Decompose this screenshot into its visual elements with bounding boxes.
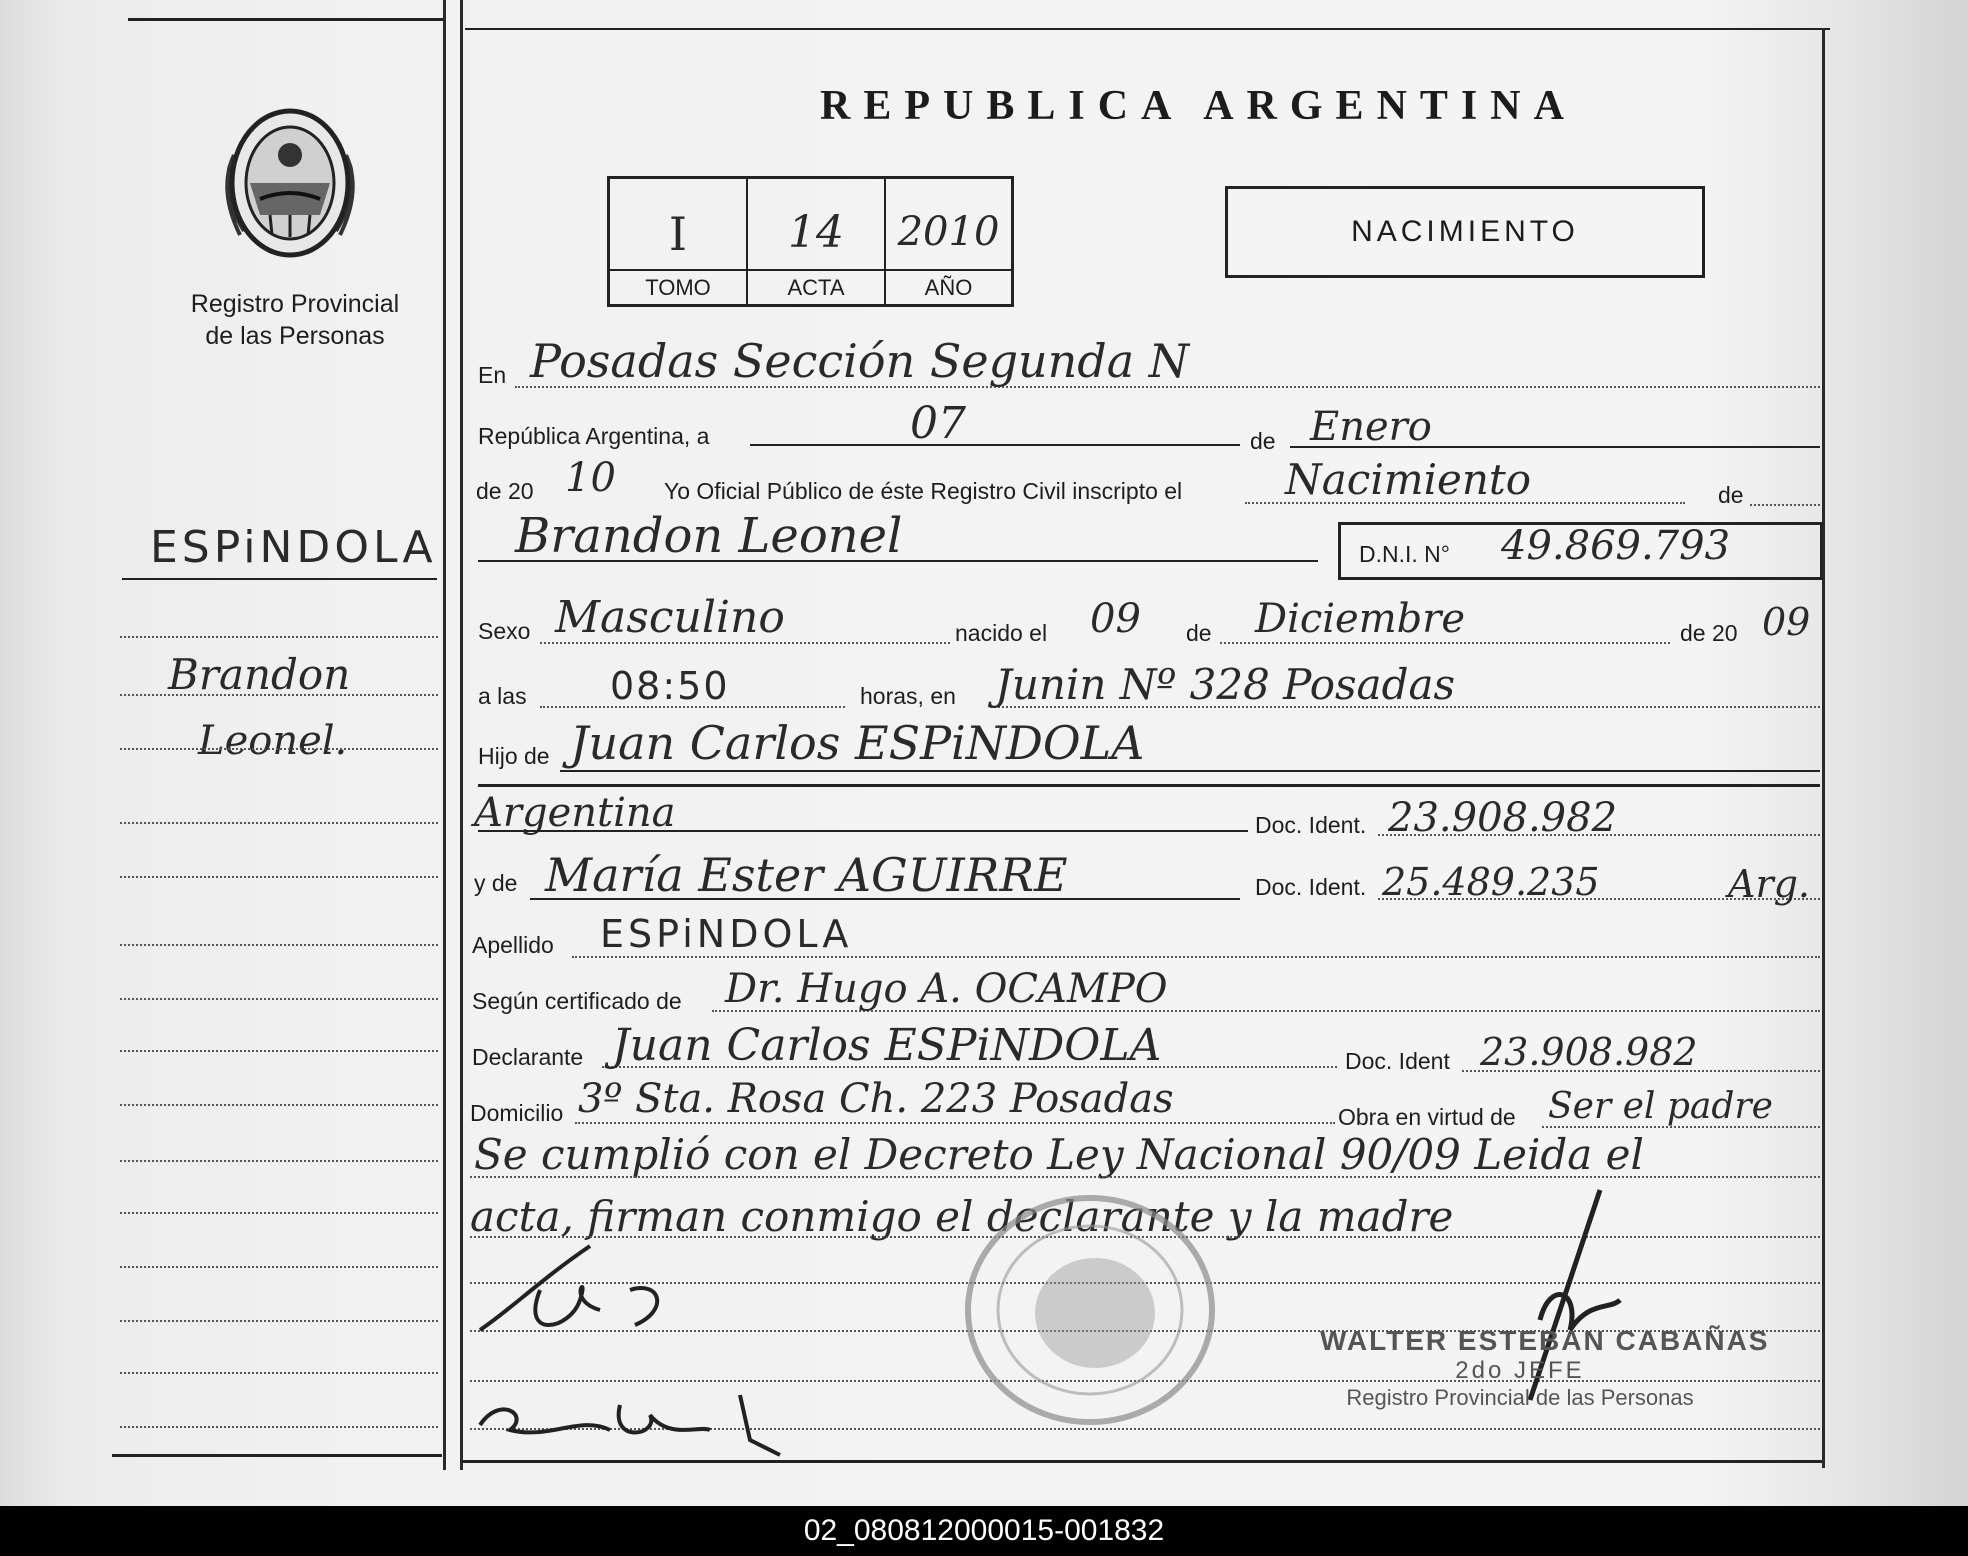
label-doc-ident-1: Doc. Ident. [1255,812,1367,838]
official-name: WALTER ESTEBAN CABAÑAS [1320,1325,1770,1356]
label-declarante: Declarante [472,1044,584,1070]
mother-doc-value: 25.489.235 [1382,860,1600,904]
line-address [575,1122,1335,1124]
margin-line [120,944,438,946]
provincia-misiones-seal-icon [200,95,380,265]
record-reference-box [607,176,1014,307]
line-de-2 [1750,504,1820,506]
line-father [560,770,1820,772]
declarant-doc-value: 23.908.982 [1480,1030,1698,1074]
father-value: Juan Carlos ESPiNDOLA [570,716,1145,770]
birth-month-value: Diciembre [1255,596,1466,642]
margin-line [120,998,438,1000]
mother-nationality-value: Arg. [1728,862,1811,906]
document-type-box [1225,186,1705,278]
address-value: 3º Sta. Rosa Ch. 223 Posadas [578,1076,1174,1122]
margin-line [120,1050,438,1052]
mother-value: María Ester AGUIRRE [545,848,1068,902]
capacity-value: Ser el padre [1548,1086,1773,1127]
line-day [750,444,1240,446]
label-en: En [478,362,507,388]
margin-line [120,822,438,824]
label-doc-ident-2: Doc. Ident. [1255,874,1367,900]
registry-name-line1: Registro Provincial [190,290,400,318]
dni-box [1338,522,1823,580]
vertical-rule-inner [460,0,463,1470]
label-de-2: de [1718,482,1744,508]
dni-value: 49.869.793 [1501,523,1731,569]
year-value: 10 [565,455,616,501]
father-doc-value: 23.908.982 [1388,795,1618,841]
margin-line [120,1426,438,1428]
label-de-1: de [1250,428,1276,454]
margin-line [120,1212,438,1214]
signature-mother [470,1385,790,1465]
month-value: Enero [1310,404,1432,450]
doctor-value: Dr. Hugo A. OCAMPO [725,966,1168,1012]
margin-given-name-1: Brandon [168,650,351,699]
country-title: REPUBLICA ARGENTINA [820,83,1577,129]
margin-line [120,876,438,878]
top-rule-left [128,18,443,21]
label-y-de: y de [474,870,518,896]
closing-line-1: Se cumplió con el Decreto Ley Nacional 90/09 Leida el [474,1130,1644,1179]
label-obra: Obra en virtud de [1338,1104,1516,1130]
margin-line [120,1104,438,1106]
margin-line [120,748,438,750]
margin-line [120,636,438,638]
margin-line [120,1320,438,1322]
label-republica: República Argentina, a [478,423,710,449]
margin-line [120,1160,438,1162]
line-child-name [478,560,1318,562]
tomo-label: TOMO [645,275,711,300]
father-nationality-value: Argentina [474,790,676,836]
bottom-rule-left [112,1454,442,1457]
surname-value: ESPiNDOLA [600,912,853,956]
margin-given-name-2: Leonel. [198,718,348,764]
event-value: Nacimiento [1285,455,1532,504]
birthplace-value: Junin Nº 328 Posadas [995,660,1456,709]
line-father-double [478,784,1820,787]
line-nationality [478,830,1248,832]
closing-line-2: acta, firman conmigo el declarante y la madre [470,1192,1454,1241]
margin-line [120,1372,438,1374]
top-rule-right [465,28,1830,30]
vertical-rule-right [1822,28,1825,1468]
label-horas: horas, en [860,683,956,709]
birth-day-value: 09 [1090,596,1141,642]
margin-surname-rule [122,578,437,580]
label-dni: D.N.I. N° [1359,541,1450,567]
label-de20: de 20 [476,478,534,504]
label-certificado: Según certificado de [472,988,682,1014]
declarant-value: Juan Carlos ESPiNDOLA [612,1020,1162,1071]
place-value: Posadas Sección Segunda N [530,334,1190,388]
line-closing-1 [470,1176,1820,1178]
record-box-divider [610,269,1011,271]
registry-name-line2: de las Personas [205,322,385,350]
official-stamp [1320,1325,1770,1411]
margin-line [120,694,438,696]
time-value: 08:50 [610,664,730,708]
document-type: NACIMIENTO [1351,215,1579,248]
label-hijo: Hijo de [478,743,550,769]
anio-value: 2010 [897,209,1000,255]
margin-line [120,1266,438,1268]
tomo-value: I [668,207,688,261]
day-value: 07 [910,398,966,449]
sex-value: Masculino [555,592,785,643]
registry-seal-stamp [955,1185,1225,1435]
label-sexo: Sexo [478,618,531,644]
signature-declarant [470,1240,710,1350]
label-a-las: a las [478,683,527,709]
acta-label: ACTA [787,275,845,300]
official-office: Registro Provincial de las Personas [1346,1385,1694,1410]
label-doc-ident-3: Doc. Ident [1345,1048,1450,1074]
label-oficial: Yo Oficial Público de éste Registro Civil inscripto el [664,478,1183,504]
label-de-3: de [1186,620,1212,646]
label-de20-2: de 20 [1680,620,1738,646]
label-apellido: Apellido [472,932,554,958]
margin-surname: ESPiNDOLA [150,522,437,573]
line-apellido [572,956,1820,958]
label-domicilio: Domicilio [470,1100,564,1126]
registry-name [120,288,470,352]
vertical-rule-left [443,0,446,1470]
line-birth-month [1220,642,1670,644]
child-name-value: Brandon Leonel [515,508,903,564]
birth-year-value: 09 [1762,600,1811,644]
image-caption: 02_080812000015-001832 [0,1506,1968,1556]
official-title: 2do JEFE [1455,1357,1585,1384]
acta-value: 14 [788,207,844,258]
anio-label: AÑO [924,275,973,300]
label-nacido: nacido el [955,620,1048,646]
